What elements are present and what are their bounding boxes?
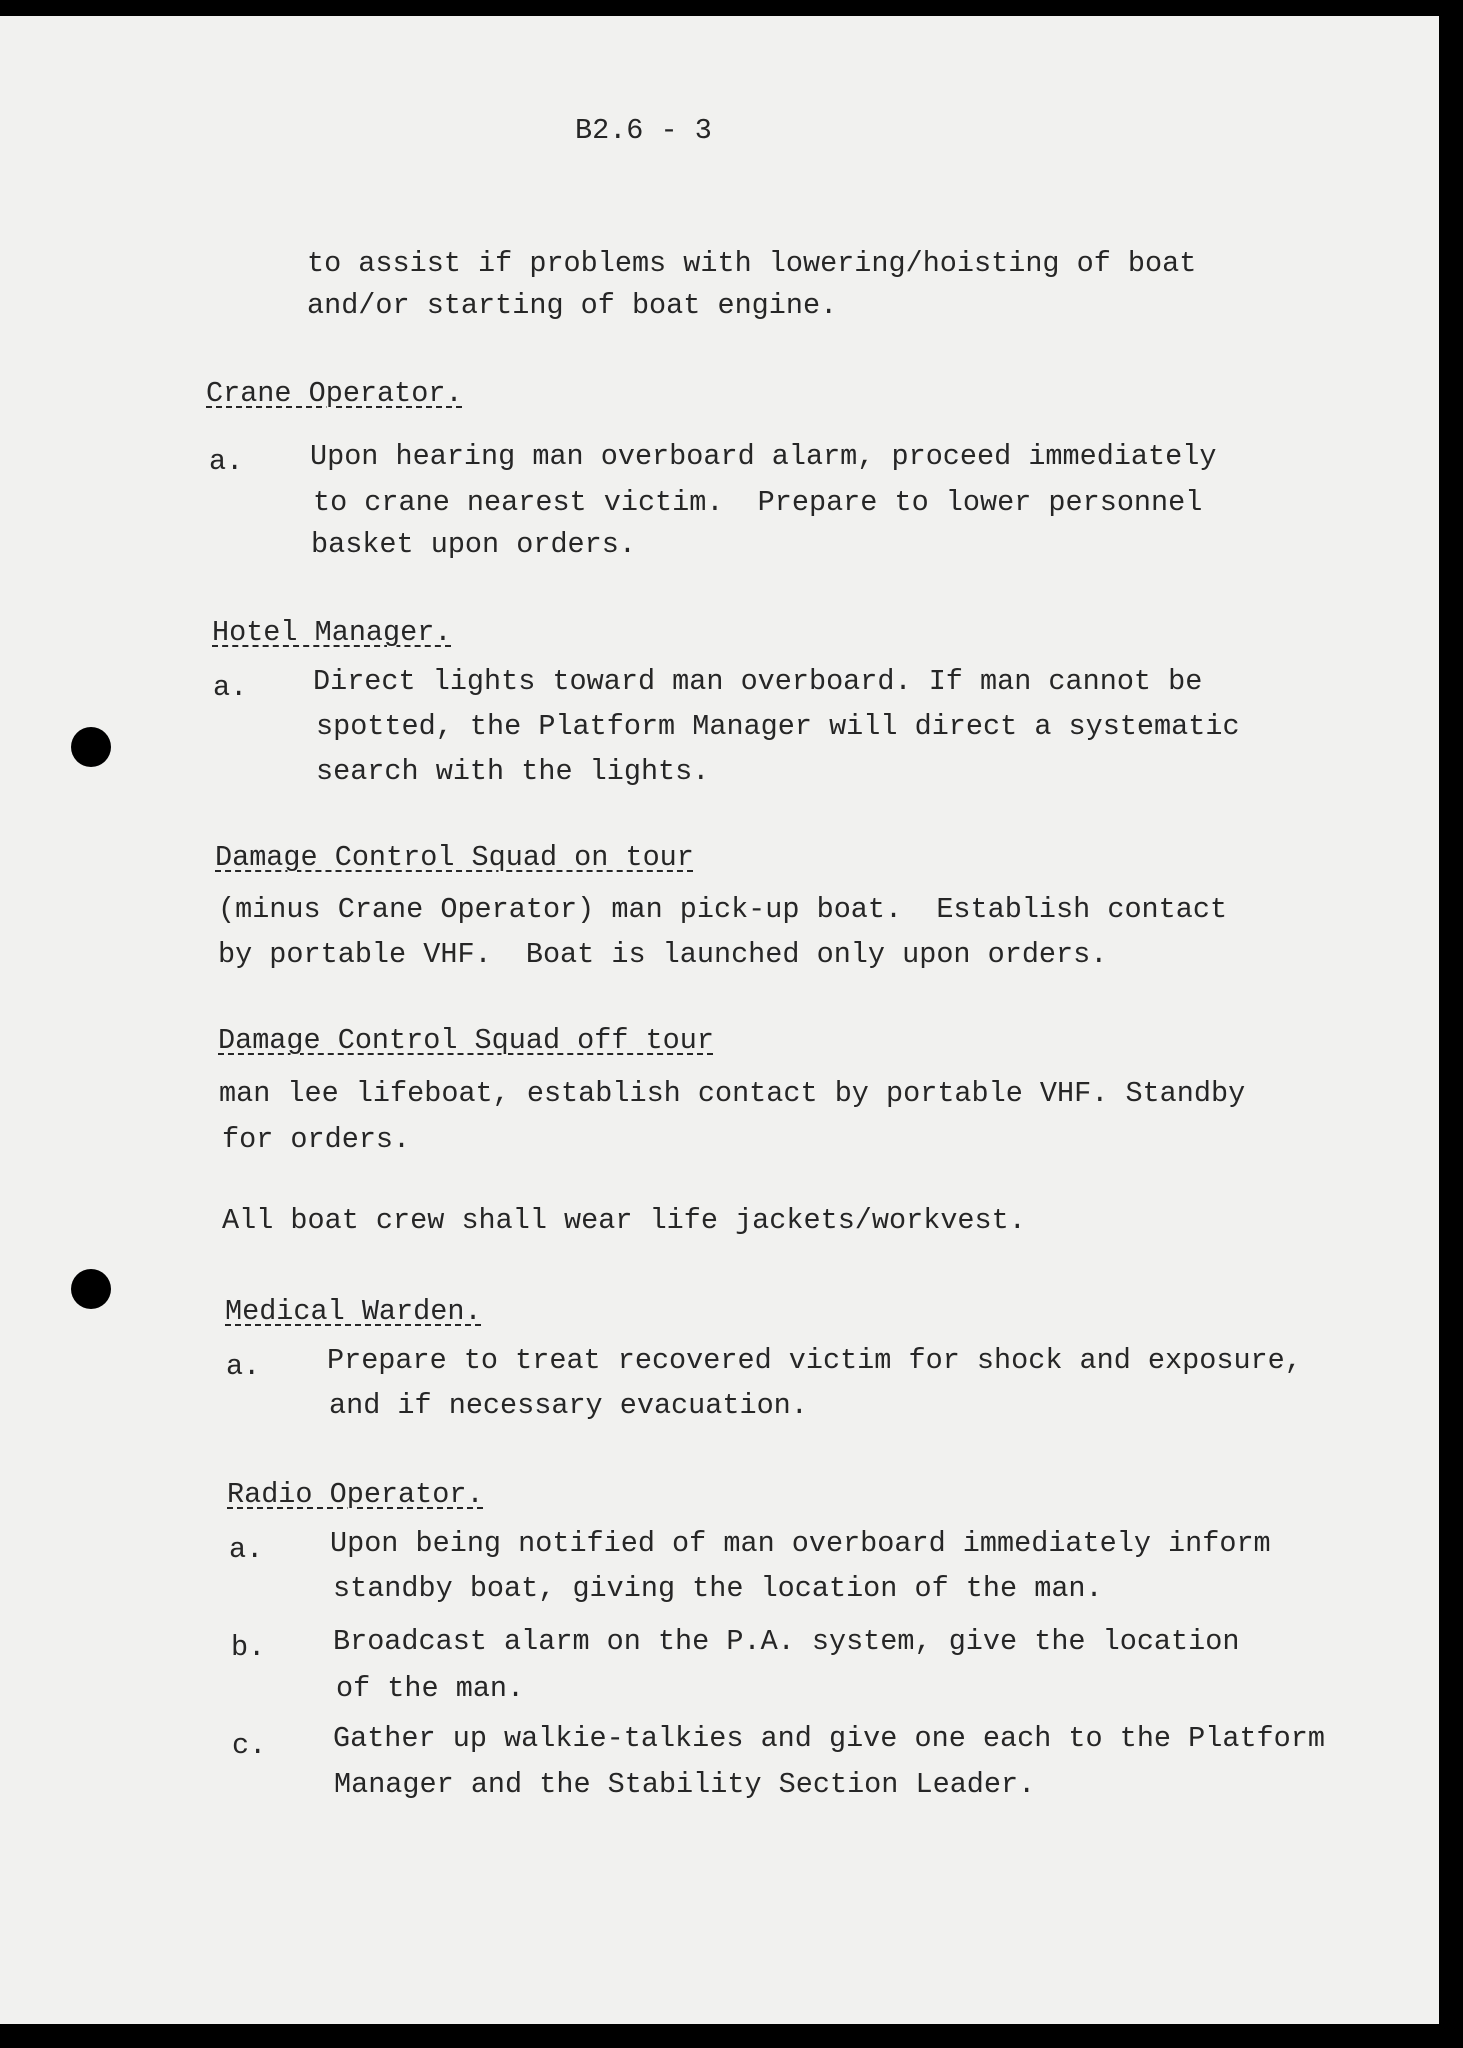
intro-line: and/or starting of boat engine. — [307, 289, 838, 322]
item-line: Upon hearing man overboard alarm, proceed immediately — [310, 440, 1217, 473]
paragraph-line: man lee lifeboat, establish contact by portable VHF. Standby — [219, 1077, 1246, 1110]
paragraph-line: by portable VHF. Boat is launched only upon orders. — [218, 938, 1108, 971]
punch-hole — [71, 727, 111, 767]
item-marker: a. — [209, 445, 244, 478]
section-heading-crane-operator: Crane Operator. — [206, 377, 463, 410]
item-marker: a. — [226, 1350, 261, 1383]
item-marker: a. — [213, 671, 248, 704]
item-line: and if necessary evacuation. — [329, 1389, 808, 1422]
item-line: of the man. — [336, 1672, 525, 1705]
punch-hole — [71, 1269, 111, 1309]
section-heading-dcs-on-tour: Damage Control Squad on tour — [215, 841, 694, 874]
item-line: Broadcast alarm on the P.A. system, give the location — [333, 1625, 1240, 1658]
item-line: basket upon orders. — [311, 528, 636, 561]
item-line: Upon being notified of man overboard immediately inform — [330, 1527, 1271, 1560]
item-line: to crane nearest victim. Prepare to lower personnel — [313, 486, 1203, 519]
item-marker: a. — [229, 1533, 264, 1566]
section-heading-hotel-manager: Hotel Manager. — [212, 616, 452, 649]
item-line: search with the lights. — [316, 755, 710, 788]
intro-line: to assist if problems with lowering/hoisting of boat — [307, 247, 1197, 280]
item-line: Manager and the Stability Section Leader. — [334, 1768, 1036, 1801]
item-line: Gather up walkie-talkies and give one each to the Platform — [333, 1722, 1325, 1755]
item-marker: b. — [231, 1631, 266, 1664]
paragraph-line: for orders. — [222, 1123, 411, 1156]
item-line: spotted, the Platform Manager will direct a systematic — [316, 710, 1240, 743]
page-number: B2.6 - 3 — [575, 114, 712, 147]
item-marker: c. — [232, 1729, 267, 1762]
section-heading-dcs-off-tour: Damage Control Squad off tour — [218, 1024, 714, 1057]
item-line: Direct lights toward man overboard. If man cannot be — [313, 665, 1203, 698]
item-line: Prepare to treat recovered victim for shock and exposure, — [327, 1344, 1302, 1377]
paragraph-line: (minus Crane Operator) man pick-up boat. Establish contact — [218, 893, 1228, 926]
section-heading-radio-operator: Radio Operator. — [227, 1478, 484, 1511]
boat-crew-note: All boat crew shall wear life jackets/workvest. — [222, 1204, 1026, 1237]
section-heading-medical-warden: Medical Warden. — [225, 1295, 482, 1328]
item-line: standby boat, giving the location of the man. — [333, 1572, 1103, 1605]
